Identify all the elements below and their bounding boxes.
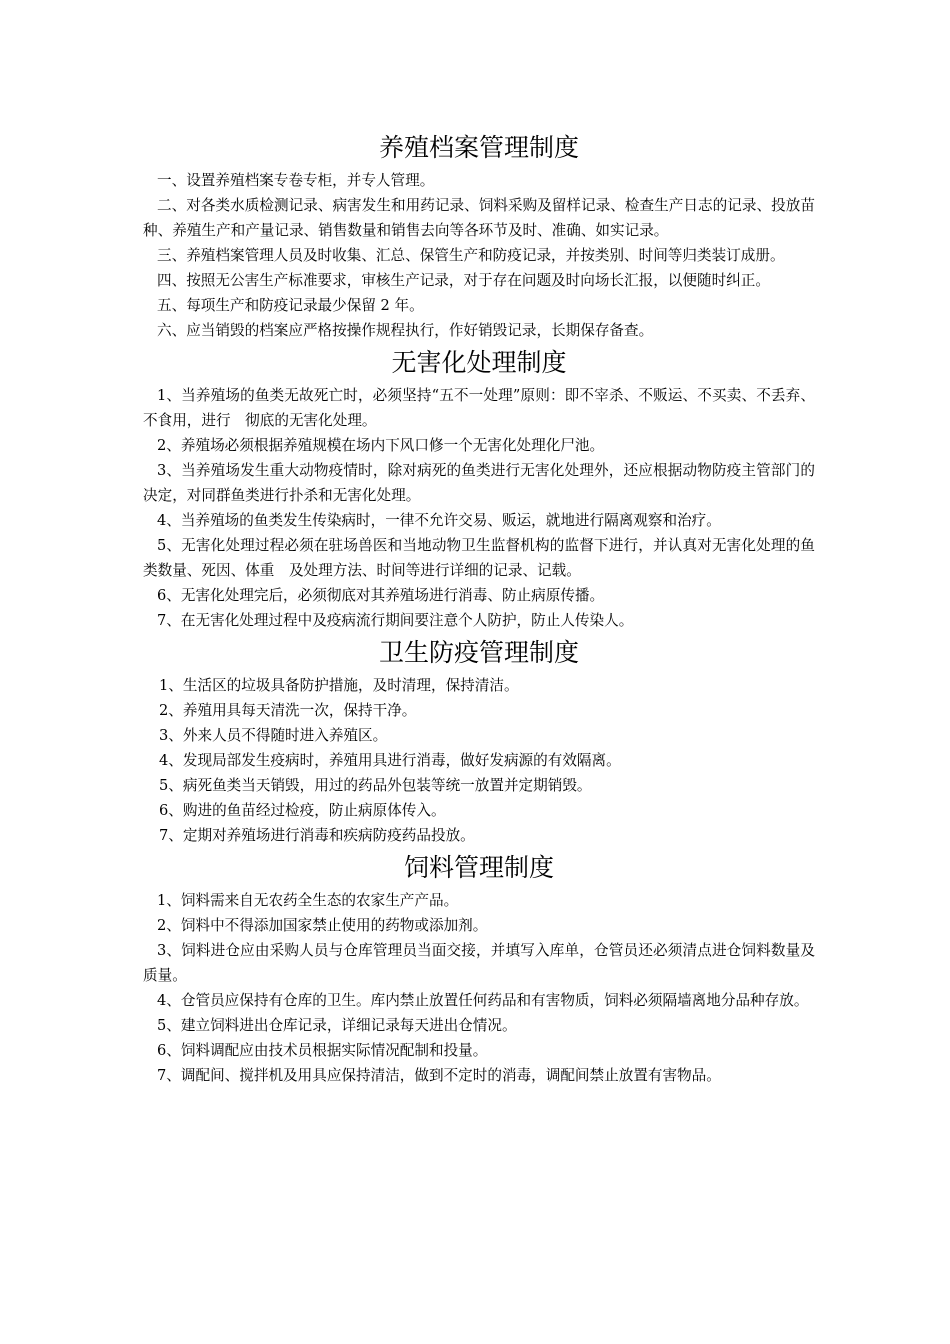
list-item: 三、养殖档案管理人员及时收集、汇总、保管生产和防疫记录，并按类别、时间等归类装订成册。 xyxy=(157,247,785,264)
section-feed-management xyxy=(143,848,815,1088)
section-title: 无害化处理制度 xyxy=(391,348,567,377)
list-item: 5、病死鱼类当天销毁，用过的药品外包装等统一放置并定期销毁。 xyxy=(159,777,592,794)
list-item: 五、每项生产和防疫记录最少保留 2 年。 xyxy=(157,297,424,314)
list-item: 4、仓管员应保持有仓库的卫生。库内禁止放置任何药品和有害物质，饲料必须隔墙离地分品种存放。 xyxy=(157,992,809,1009)
section-hygiene-epidemic-prevention xyxy=(143,633,815,848)
list-item: 2、饲料中不得添加国家禁止使用的药物或添加剂。 xyxy=(157,917,488,934)
section-archive-management xyxy=(143,128,815,343)
list-item: 3、外来人员不得随时进入养殖区。 xyxy=(159,727,388,744)
list-item: 2、养殖用具每天清洗一次，保持干净。 xyxy=(159,702,417,719)
list-item: 3、当养殖场发生重大动物疫情时，除对病死的鱼类进行无害化处理外，还应根据动物防疫主管部门的决定，对同群鱼类进行扑杀和无害化处理。 xyxy=(143,462,815,504)
list-item: 2、养殖场必须根据养殖规模在场内下风口修一个无害化处理化尸池。 xyxy=(157,437,605,454)
list-item: 6、购进的鱼苗经过检疫，防止病原体传入。 xyxy=(159,802,446,819)
list-item: 一、设置养殖档案专卷专柜，并专人管理。 xyxy=(157,172,435,189)
section-harmless-treatment xyxy=(143,343,815,633)
list-item: 7、调配间、搅拌机及用具应保持清洁，做到不定时的消毒，调配间禁止放置有害物品。 xyxy=(157,1067,721,1084)
section-title: 卫生防疫管理制度 xyxy=(378,638,579,667)
section-title: 饲料管理制度 xyxy=(403,853,554,882)
list-item: 7、在无害化处理过程中及疫病流行期间要注意个人防护，防止人传染人。 xyxy=(157,612,634,629)
list-item: 1、生活区的垃圾具备防护措施，及时清理，保持清洁。 xyxy=(159,677,519,694)
document-page xyxy=(143,128,815,1088)
list-item: 7、定期对养殖场进行消毒和疾病防疫药品投放。 xyxy=(159,827,475,844)
list-item: 4、当养殖场的鱼类发生传染病时，一律不允许交易、贩运，就地进行隔离观察和治疗。 xyxy=(157,512,721,529)
section-title: 养殖档案管理制度 xyxy=(378,133,579,162)
list-item: 二、对各类水质检测记录、病害发生和用药记录、饲料采购及留样记录、检查生产日志的记录、投放苗种、养殖生产和产量记录、销售数量和销售去向等各环节及时、准确、如实记录。 xyxy=(143,197,815,239)
list-item: 1、饲料需来自无农药全生态的农家生产产品。 xyxy=(157,892,459,909)
list-item: 1、当养殖场的鱼类无故死亡时，必须坚持“五不一处理”原则：即不宰杀、不贩运、不买卖、不丢弃、不食用，进行 彻底的无害化处理。 xyxy=(143,387,815,429)
list-item: 6、无害化处理完后，必须彻底对其养殖场进行消毒、防止病原传播。 xyxy=(157,587,605,604)
list-item: 四、按照无公害生产标准要求，审核生产记录，对于存在问题及时向场长汇报，以便随时纠正。 xyxy=(157,272,770,289)
list-item: 六、应当销毁的档案应严格按操作规程执行，作好销毁记录，长期保存备查。 xyxy=(157,322,654,339)
list-item: 6、饲料调配应由技术员根据实际情况配制和投量。 xyxy=(157,1042,488,1059)
list-item: 5、建立饲料进出仓库记录，详细记录每天进出仓情况。 xyxy=(157,1017,517,1034)
list-item: 4、发现局部发生疫病时，养殖用具进行消毒，做好发病源的有效隔离。 xyxy=(159,752,621,769)
list-item: 3、饲料进仓应由采购人员与仓库管理员当面交接，并填写入库单，仓管员还必须清点进仓饲料数量及质量。 xyxy=(143,942,815,984)
list-item: 5、无害化处理过程必须在驻场兽医和当地动物卫生监督机构的监督下进行，并认真对无害化处理的鱼类数量、死因、体重 及处理方法、时间等进行详细的记录、记载。 xyxy=(143,537,815,579)
